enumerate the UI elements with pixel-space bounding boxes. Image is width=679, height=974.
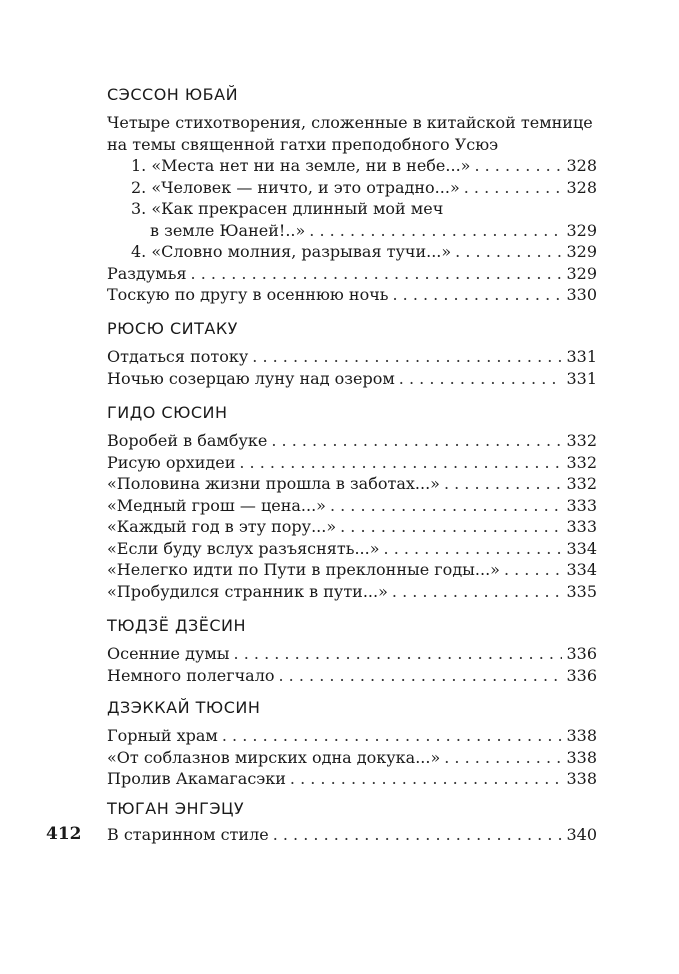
toc-entry <box>107 725 597 747</box>
dot-leader <box>330 495 563 517</box>
entry-title: Отдаться потоку <box>107 347 249 366</box>
dot-leader <box>222 725 563 747</box>
dot-leader <box>444 747 562 769</box>
dot-leader <box>309 220 562 242</box>
toc-entry <box>107 220 597 242</box>
entry-page: 336 <box>566 665 597 685</box>
author-heading: РЮСЮ СИТАКУ <box>107 319 238 338</box>
toc-entry <box>107 368 597 390</box>
dot-leader <box>444 473 563 495</box>
toc-section <box>107 798 597 846</box>
entry-page: 334 <box>566 538 597 558</box>
entry-title: «Пробудился странник в пути...» <box>107 581 388 601</box>
toc-entry <box>107 559 597 581</box>
author-heading: СЭССОН ЮБАЙ <box>107 85 239 104</box>
entry-title: «Половина жизни прошла в заботах...» <box>107 474 440 493</box>
toc-section <box>107 318 597 389</box>
entry-title: 4. «Словно молния, разрывая тучи...» <box>131 242 452 261</box>
entry-title: В старинном стиле <box>107 825 269 844</box>
entry-page: 335 <box>566 581 597 601</box>
toc-entry <box>107 581 597 603</box>
entry-page: 336 <box>566 644 597 663</box>
entry-page: 329 <box>566 242 597 261</box>
entry-title: Воробей в бамбуке <box>107 431 268 450</box>
entry-page: 332 <box>566 431 597 450</box>
toc-entry <box>107 824 597 846</box>
entry-title: Пролив Акамагасэки <box>107 769 286 788</box>
entry-title: «Каждый год в эту пору...» <box>107 517 337 536</box>
entry-page: 338 <box>566 726 597 745</box>
dot-leader <box>340 516 562 538</box>
entry-title: Тоскую по другу в осеннюю ночь <box>107 285 389 304</box>
entry-page: 338 <box>566 747 597 767</box>
author-heading: ТЮГАН ЭНГЭЦУ <box>107 799 245 818</box>
entry-title: Раздумья <box>107 263 187 283</box>
dot-leader <box>392 581 563 603</box>
entry-title: «Нелегко идти по Пути в преклонные годы...» <box>107 560 500 579</box>
dot-leader <box>384 538 563 560</box>
dot-leader <box>399 368 563 390</box>
toc-entry <box>107 516 597 538</box>
dot-leader <box>252 346 562 368</box>
toc-entry <box>107 747 597 769</box>
entry-title: «Если буду вслух разъяснять...» <box>107 538 380 558</box>
entry-page: 330 <box>566 285 597 304</box>
toc-section <box>107 697 597 790</box>
entry-title-line: 3. «Как прекрасен длинный мой меч <box>131 199 444 218</box>
dot-leader <box>392 284 562 306</box>
entry-title: Немного полегчало <box>107 665 275 685</box>
toc-entry <box>107 263 597 285</box>
toc-entry <box>107 643 597 665</box>
dot-leader <box>290 768 563 790</box>
author-heading: ДЗЭККАЙ ТЮСИН <box>107 698 261 717</box>
toc-entry <box>107 768 597 790</box>
toc-entry <box>107 452 597 474</box>
author-heading: ТЮДЗЁ ДЗЁСИН <box>107 616 247 635</box>
entry-page: 332 <box>566 452 597 472</box>
toc-entry <box>107 495 597 517</box>
toc-entry <box>107 473 597 495</box>
dot-leader <box>271 430 562 452</box>
toc-entry <box>107 346 597 368</box>
entry-page: 338 <box>566 769 597 788</box>
dot-leader <box>455 241 562 263</box>
page-number: 412 <box>46 824 82 844</box>
entry-title: 2. «Человек — ничто, и это отрадно...» <box>131 177 460 197</box>
entry-title: Горный храм <box>107 726 218 745</box>
toc-entry <box>107 241 597 263</box>
entry-page: 329 <box>566 263 597 283</box>
dot-leader <box>474 155 562 177</box>
entry-title: в земле Юаней!..» <box>150 220 306 240</box>
toc-section <box>107 84 597 306</box>
toc-entry <box>107 538 597 560</box>
dot-leader <box>464 177 563 199</box>
toc-entry <box>107 430 597 452</box>
entry-page: 333 <box>566 495 597 515</box>
entry-page: 331 <box>566 347 597 366</box>
dot-leader <box>234 643 563 665</box>
cycle-title-line: на темы священной гатхи преподобного Усюэ <box>107 134 499 154</box>
dot-leader <box>273 824 563 846</box>
entry-page: 329 <box>566 220 597 240</box>
entry-title: «Медный грош — цена...» <box>107 495 326 515</box>
entry-page: 331 <box>566 368 597 388</box>
toc-entry <box>107 665 597 687</box>
toc-entry <box>107 155 597 177</box>
entry-page: 340 <box>566 825 597 844</box>
entry-title: Рисую орхидеи <box>107 452 236 472</box>
entry-page: 332 <box>566 474 597 493</box>
dot-leader <box>504 559 563 581</box>
dot-leader <box>191 263 563 285</box>
entry-page: 333 <box>566 517 597 536</box>
toc-entry <box>107 177 597 199</box>
toc-section <box>107 402 597 602</box>
toc-entry <box>107 284 597 306</box>
cycle-title-line: Четыре стихотворения, сложенные в китайской темнице <box>107 113 593 132</box>
entry-page: 328 <box>566 177 597 197</box>
entry-page: 328 <box>566 156 597 175</box>
entry-title: 1. «Места нет ни на земле, ни в небе...» <box>131 156 471 175</box>
entry-page: 334 <box>566 560 597 579</box>
entry-title: Ночью созерцаю луну над озером <box>107 368 395 388</box>
dot-leader <box>239 452 562 474</box>
dot-leader <box>279 665 563 687</box>
toc-section <box>107 615 597 686</box>
entry-title: «От соблазнов мирских одна докука...» <box>107 747 441 767</box>
author-heading: ГИДО СЮСИН <box>107 403 228 422</box>
entry-title: Осенние думы <box>107 644 230 663</box>
